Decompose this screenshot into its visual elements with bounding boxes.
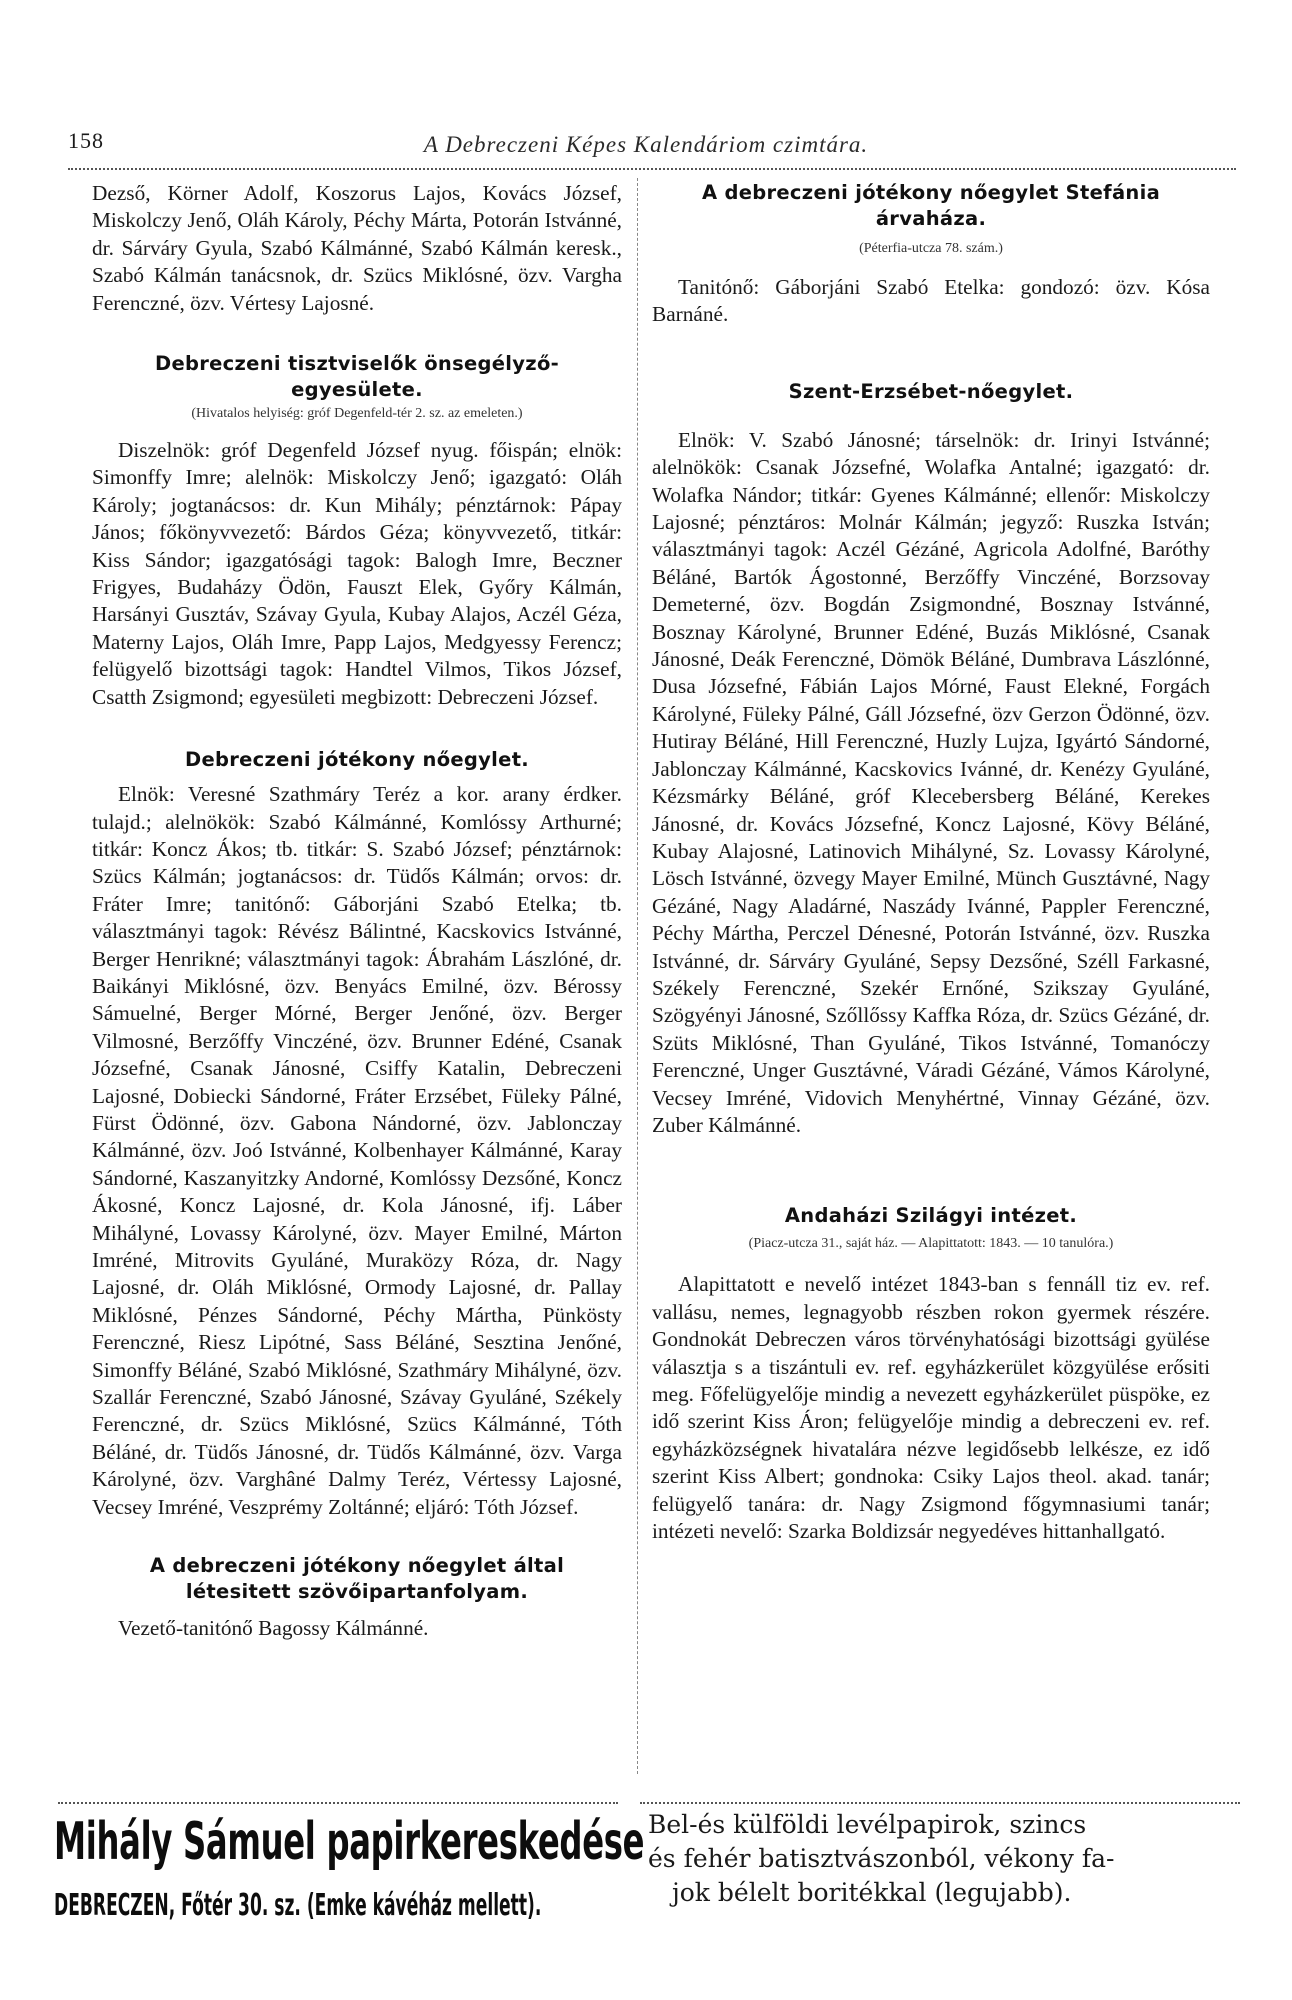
section-stefania-arvahaza (652, 180, 1210, 329)
section-body: Elnök: Veresné Szathmáry Teréz a kor. arany érdker. tulajd.; alelnökök: Szabó Kálmánné, Komlóssy Arthurné; titkár: Koncz Ákos; tb. titkár: S. Szabó József; pénztárnok: Szücs Kálmán; jogtanácsos: dr. Tüdős Kálmán; orvos: dr. Fráter Imre; tanitónő: Gáborjáni Szabó Etelka; tb. választmányi tagok: Révész Bálintné, Kacskovics Istvánné, Berger Henrikné; választmányi tagok: Ábrahám Lászlóné, dr. Baikányi Miklósné, özv. Benyács Emilné, özv. Bérossy Sámuelné, Berger Mórné, Berger Jenőné, özv. Berger Vilmosné, Berzőffy Vinczéné, özv. Brunner Edéné, Csanak Józsefné, Csanak Jánosné, Csiffy Katalin, Debreczeni Lajosné, Dobiecki Sándorné, Fráter Erzsébet, Füleky Pálné, Fürst Ödönné, özv. Gabona Nándorné, özv. Jablonczay Kálmánné, özv. Joó Istvánné, Kolbenhayer Kálmánné, Karay Sándorné, Kaszanyitzky Andorné, Komlóssy Dezsőné, Koncz Ákosné, Koncz Lajosné, dr. Kola Jánosné, ifj. Láber Mihályné, Lovassy Károlyné, özv. Mayer Emilné, Márton Imréné, Mitrovits Gyuláné, Muraközy Róza, dr. Nagy Lajosné, dr. Oláh Miklósné, Ormody Lajosné, dr. Pallay Miklósné, Pénzes Sándorné, Péchy Mártha, Pünkösty Ferenczné, Riesz Lipótné, Sass Béláné, Sesztina Jenőné, Simonffy Béláné, Szabó Miklósné, Szathmáry Mihályné, özv. Szallár Ferenczné, Szabó Jánosné, Szávay Gyuláné, Székely Ferenczné, dr. Szücs Miklósné, Szücs Kálmánné, Tóth Béláné, dr. Tüdős Jánosné, dr. Tüdős Kálmánné, özv. Varga Károlyné, özv. Varghâné Dalmy Teréz, Vértessy Lajosné, Vecsey Imréné, Veszprémy Zoltánné; eljáró: Tóth József. (92, 782, 622, 1519)
ad-tagline-line: jok bélelt boritékkal (legujabb). (672, 1878, 1072, 1907)
section-body: Tanitónő: Gáborjáni Szabó Etelka: gondozó: özv. Kósa Barnáné. (652, 275, 1210, 327)
intro-paragraph: Dezső, Körner Adolf, Koszorus Lajos, Kovács József, Miskolczy Jenő, Oláh Károly, Péchy Márta, Potorán Istvánné, dr. Sárváry Gyula, Szabó Kálmánné, Szabó Kálmán keresk., Szabó Kálmán tanácsnok, dr. Szücs Miklósné, özv. Vargha Ferenczné, özv. Vértesy Lajosné. (92, 181, 622, 315)
section-subtitle: (Péterfia-utcza 78. szám.) (859, 241, 1003, 256)
column-divider (637, 178, 638, 1774)
right-column (652, 180, 1210, 1545)
section-title: A debreczeni jótékony nőegylet Stefánia árvaháza. (701, 181, 1161, 230)
ad-tagline-line: Bel-és külföldi levélpapirok, szincs (648, 1810, 1087, 1839)
ad-tagline-line: és fehér batisztvászonból, vékony fa- (648, 1844, 1115, 1873)
left-column (92, 180, 622, 1642)
section-szent-erzsebet-noegylet (652, 379, 1210, 1140)
page-number: 158 (68, 128, 104, 153)
ad-tagline (648, 1808, 1248, 1910)
section-body: Elnök: V. Szabó Jánosné; társelnök: dr. Irinyi Istvánné; alelnökök: Csanak Józsefné, Wolafka Antalné; igazgató: dr. Wolafka Nándor; titkár: Gyenes Kálmánné; ellenőr: Miskolczy Lajosné; pénztáros: Molnár Kálmán; jegyző: Ruszka István; választmányi tagok: Aczél Gézáné, Agricola Adolfné, Baróthy Béláné, Bartók Ágostonné, Berzőffy Vinczéné, Borzsovay Demeterné, özv. Bogdán Zsigmondné, Bosznay Istvánné, Bosznay Károlyné, Brunner Edéné, Buzás Miklósné, Csanak Jánosné, Deák Ferenczné, Dömök Béláné, Dumbrava Lászlónné, Dusa Józsefné, Fábián Lajos Mórné, Faust Elekné, Forgách Károlyné, Füleky Pálné, Gáll Józsefné, özv Gerzon Ödönné, özv. Hutiray Béláné, Hill Ferenczné, Huzly Lujza, Igyártó Sándorné, Jablonczay Kálmánné, Kacskovics Ivánné, dr. Kenézy Gyuláné, Kézsmárky Béláné, gróf Klecebersberg Béláné, Kerekes Jánosné, dr. Kovács Józsefné, Koncz Lajosné, Kövy Béláné, Kubay Alajosné, Latinovich Mihályné, Sz. Lovassy Károlyné, Lösch Istvánné, özvegy Mayer Emilné, Münch Gusztávné, Nagy Gézáné, Nagy Aladárné, Naszády Ivánné, Pappler Ferenczné, Péchy Mártha, Perczel Dénesné, Potorán Istvánné, özv. Ruszka Istvánné, dr. Sárváry Gyuláné, Sepsy Dezsőné, Széll Farkasné, Székely Ferenczné, Szekér Ernőné, Szikszay Gyuláné, Szögyényi Jánosné, Szőllőssy Kaffka Róza, dr. Szücs Gézáné, dr. Szüts Miklósné, Than Gyuláné, Tikos Istvánné, Tomanóczy Ferenczné, Unger Gusztávné, Váradi Gézáné, Vámos Károlyné, Vecsey Imréné, Vidovich Menyhértné, Vinnay Gézáné, özv. Zuber Kálmánné. (652, 427, 1210, 1137)
section-body: Vezető-tanitónő Bagossy Kálmánné. (118, 1616, 429, 1641)
section-subtitle: (Piacz-utcza 31., saját ház. — Alapittatott: 1843. — 10 tanulóra.) (748, 1236, 1114, 1252)
section-tisztviselok (92, 351, 622, 711)
section-szovoipartanfolyam (92, 1553, 622, 1642)
section-subtitle: (Hivatalos helyiség: gróf Degenfeld-tér 2. sz. az emeleten.) (191, 406, 523, 422)
footer-rule-left (58, 1802, 618, 1804)
section-title: A debreczeni jótékony nőegylet által létesitett szövőipartanfolyam. (149, 1554, 565, 1604)
section-body: Alapittatott e nevelő intézet 1843-ban s fennáll tiz ev. ref. vallásu, nemes, legnagyobb részben rokon gyermek részére. Gondnokát Debreczen város törvényhatósági bizottsági gyülése választja s a tiszántuli ev. ref. egyházkerület közgyülése erősiti meg. Főfelügyelője mindig a nevezett egyházkerület püspöke, ez idő szerint Kiss Áron; felügyelője mindig a debreczeni ev. ref. egyházközségnek hivatalára nézve legidősebb lelkésze, ez idő szerint Kiss Albert; gondnoka: Csiky Lajos theol. akad. tanár; felügyelő tanára: dr. Nagy Zsigmond főgymnasiumi tanár; intézeti nevelő: Szarka Boldizsár negyedéves hittanhallgató. (652, 1272, 1210, 1544)
section-title: Debreczeni jótékony nőegylet. (184, 748, 530, 772)
section-title: Andaházi Szilágyi intézet. (784, 1204, 1078, 1228)
ad-headline: Mihály Sámuel papirkereskedése (54, 1812, 645, 1872)
running-title: A Debreczeni Képes Kalendáriom czimtára. (423, 132, 869, 157)
ad-address: DEBRECZEN, Főtér 30. sz. (Emke kávéház mellett). (54, 1888, 542, 1923)
footer-rule-right (640, 1802, 1240, 1804)
section-body: Diszelnök: gróf Degenfeld József nyug. főispán; elnök: Simonffy Imre; alelnök: Miskolczy Jenő; igazgató: Oláh Károly; jogtanácsos: dr. Kun Mihály; pénztárnok: Pápay János; főkönyvvezető: Bárdos Géza; könyvvezető, titkár: Kiss Sándor; igazgatósági tagok: Balogh Imre, Beczner Frigyes, Budaházy Ödön, Fauszt Elek, Győry Kálmán, Harsányi Gusztáv, Szávay Gyula, Kubay Alajos, Aczél Géza, Materny Lajos, Oláh Imre, Papp Lajos, Medgyessy Ferencz; felügyelő bizottsági tagok: Handtel Vilmos, Tikos József, Csatth Zsigmond; egyesületi megbizott: Debreczeni József. (92, 438, 622, 709)
section-andahazi-szilagyi-intezet (652, 1203, 1210, 1545)
section-title: Debreczeni tisztviselők önsegélyző-egyesülete. (154, 352, 560, 402)
section-jotekony-noegylet (92, 747, 622, 1521)
section-title: Szent-Erzsébet-nőegylet. (788, 379, 1074, 403)
header-rule (68, 168, 1236, 170)
